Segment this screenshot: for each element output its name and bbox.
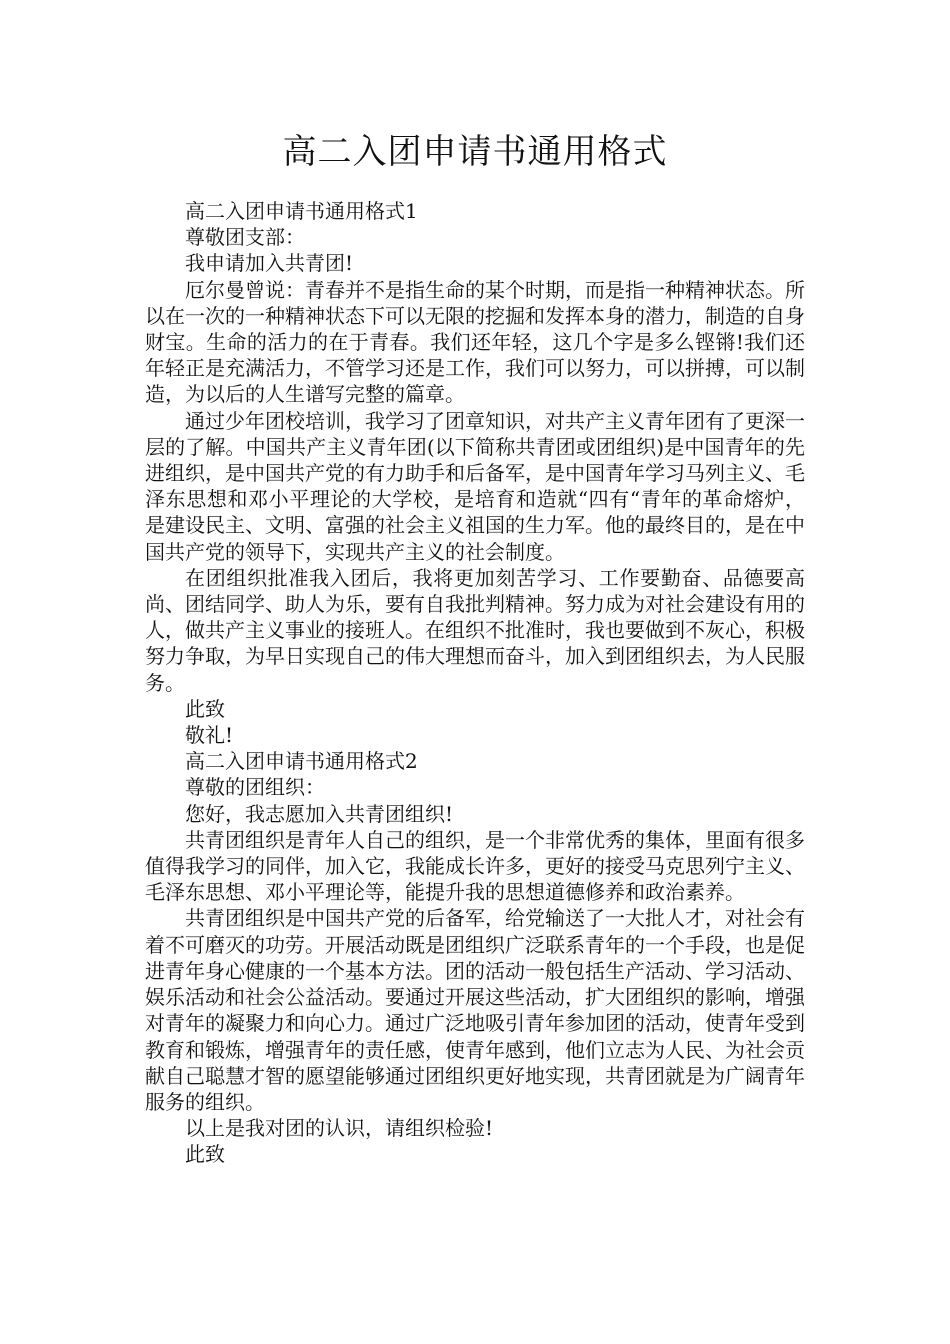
paragraph-section-heading-1: 高二入团申请书通用格式1: [185, 199, 418, 223]
paragraph-body: 共青团组织是青年人自己的组织，是一个非常优秀的集体，里面有很多值得我学习的同伴，加入它，我能成长许多，更好的接受马克思列宁主义、毛泽东思想、邓小平理论等，能提升我的思想道德修养和政治素养。: [145, 827, 805, 905]
paragraph-closing: 此致: [185, 1142, 225, 1167]
paragraph-salutation-2: 尊敬的团组织：: [185, 775, 325, 800]
paragraph-closing: 此致: [185, 696, 225, 721]
paragraph-section-heading-2: 高二入团申请书通用格式2: [185, 749, 418, 774]
paragraph-body: 以上是我对团的认识，请组织检验!: [185, 1116, 494, 1141]
paragraph-salutation-1: 尊敬团支部：: [185, 225, 305, 250]
paragraph-body: 共青团组织是中国共产党的后备军，给党输送了一大批人才，对社会有着不可磨灭的功劳。开展活动既是团组织广泛联系青年的一个手段，也是促进青年身心健康的一个基本方法。团的活动一般包括生产活动、学习活动、娱乐活动和社会公益活动。要通过开展这些活动，扩大团组织的影响，增强对青年的凝聚力和向心力。通过广泛地吸引青年参加团的活动，使青年受到教育和锻炼，增强青年的责任感，使青年感到，他们立志为人民、为社会贡献自己聪慧才智的愿望能够通过团组织更好地实现，共青团就是为广阔青年服务的组织。: [145, 906, 805, 1114]
paragraph-statement-2: 您好，我志愿加入共青团组织!: [185, 801, 454, 826]
paragraph-body: 通过少年团校培训，我学习了团章知识，对共产主义青年团有了更深一层的了解。中国共产主义青年团(以下简称共青团或团组织)是中国青年的先进组织，是中国共产党的有力助手和后备军，是中国青年学习马列主义、毛泽东思想和邓小平理论的大学校，是培育和造就“四有“青年的革命熔炉，是建设民主、文明、富强的社会主义祖国的生力军。他的最终目的，是在中国共产党的领导下，实现共产主义的社会制度。: [145, 408, 805, 564]
paragraph-body: 厄尔曼曾说：青春并不是指生命的某个时期，而是指一种精神状态。所以在一次的一种精神状态下可以无限的挖掘和发挥本身的潜力，制造的自身财宝。生命的活力的在于青春。我们还年轻，这几个字是多么铿锵!我们还年轻正是充满活力，不管学习还是工作，我们可以努力，可以拼搏，可以制造，为以后的人生谱写完整的篇章。: [145, 277, 805, 407]
paragraph-closing: 敬礼!: [185, 723, 234, 748]
paragraph-body: 在团组织批准我入团后，我将更加刻苦学习、工作要勤奋、品德要高尚、团结同学、助人为乐，要有自我批判精神。努力成为对社会建设有用的人，做共产主义事业的接班人。在组织不批准时，我也要做到不灰心，积极努力争取，为早日实现自己的伟大理想而奋斗，加入到团组织去，为人民服务。: [145, 565, 805, 695]
document-title: 高二入团申请书通用格式: [282, 132, 668, 172]
document-body: [145, 198, 805, 1168]
document-page: [145, 0, 805, 1168]
paragraph-statement-1: 我申请加入共青团!: [185, 251, 354, 276]
